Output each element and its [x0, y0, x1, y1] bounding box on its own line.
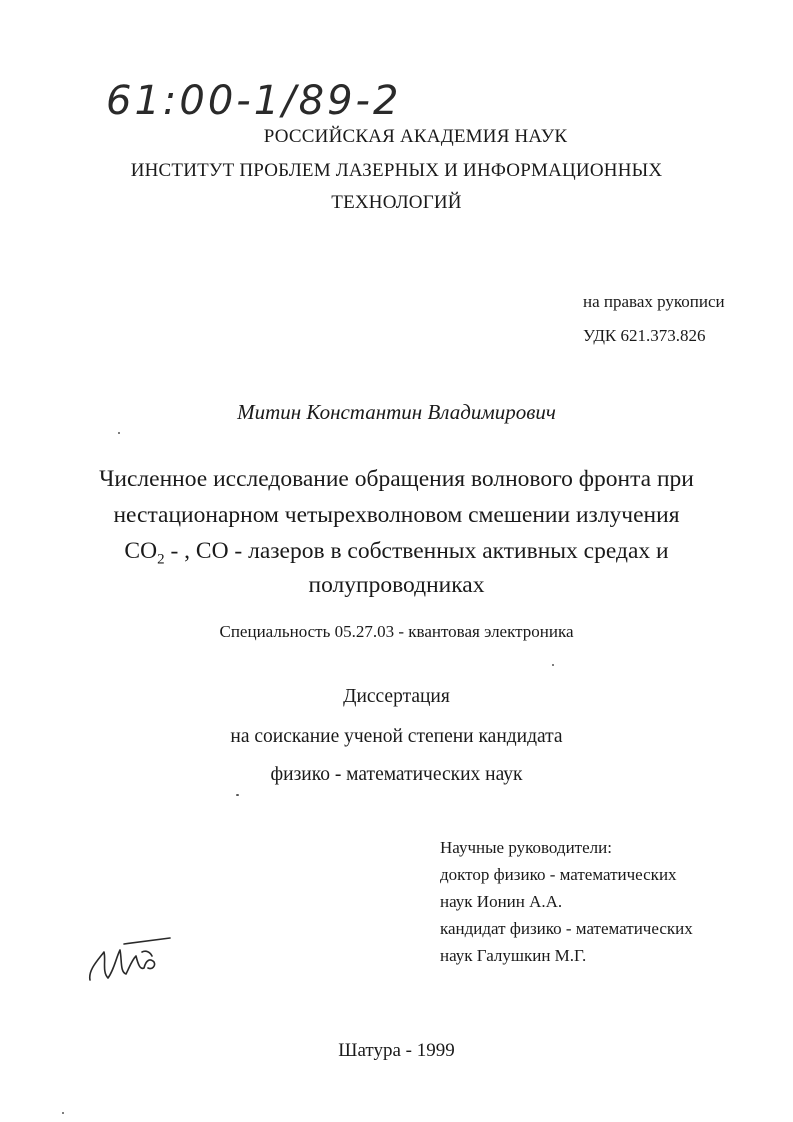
supervisor-line: кандидат физико - математических [440, 919, 693, 938]
title-line-2: нестационарном четырехволновом смешении излучения [113, 502, 680, 528]
dissertation-label: Диссертация [343, 686, 450, 707]
scan-speck [236, 794, 239, 796]
organization-line-1: РОССИЙСКАЯ АКАДЕМИЯ НАУК [263, 126, 568, 147]
organization-line-2: ИНСТИТУТ ПРОБЛЕМ ЛАЗЕРНЫХ И ИНФОРМАЦИОННЫХ [130, 160, 663, 181]
supervisor-line: наук Ионин А.А. [440, 892, 563, 911]
supervisors-block [440, 834, 693, 969]
scan-speck [118, 432, 120, 434]
signature-mark [80, 930, 180, 990]
udk-code: УДК 621.373.826 [583, 326, 706, 345]
title-line-3 [0, 538, 793, 569]
title-co2-subscript: 2 [157, 551, 165, 568]
city-year: Шатура - 1999 [338, 1040, 455, 1061]
scan-speck [552, 664, 554, 666]
dissertation-degree: на соискание ученой степени кандидата [230, 726, 563, 747]
title-co2-text: CO [124, 538, 158, 564]
scan-speck [62, 1112, 64, 1114]
specialty: Специальность 05.27.03 - квантовая электроника [219, 622, 574, 641]
title-line-4: полупроводниках [308, 572, 485, 598]
organization-line-3: ТЕХНОЛОГИЙ [331, 192, 462, 213]
supervisors-heading: Научные руководители: [440, 838, 612, 857]
dissertation-field: физико - математических наук [270, 764, 523, 785]
manuscript-rights: на правах рукописи [583, 292, 725, 311]
title-line-1: Численное исследование обращения волнового фронта при [99, 466, 694, 492]
title-line-3-rest: - , CO - лазеров в собственных активных средах и [164, 538, 669, 564]
archive-number-text: 61:00-1/89-2 [106, 78, 402, 124]
supervisor-line: наук Галушкин М.Г. [440, 946, 587, 965]
supervisor-line: доктор физико - математических [440, 865, 677, 884]
author-name: Митин Константин Владимирович [237, 400, 556, 424]
